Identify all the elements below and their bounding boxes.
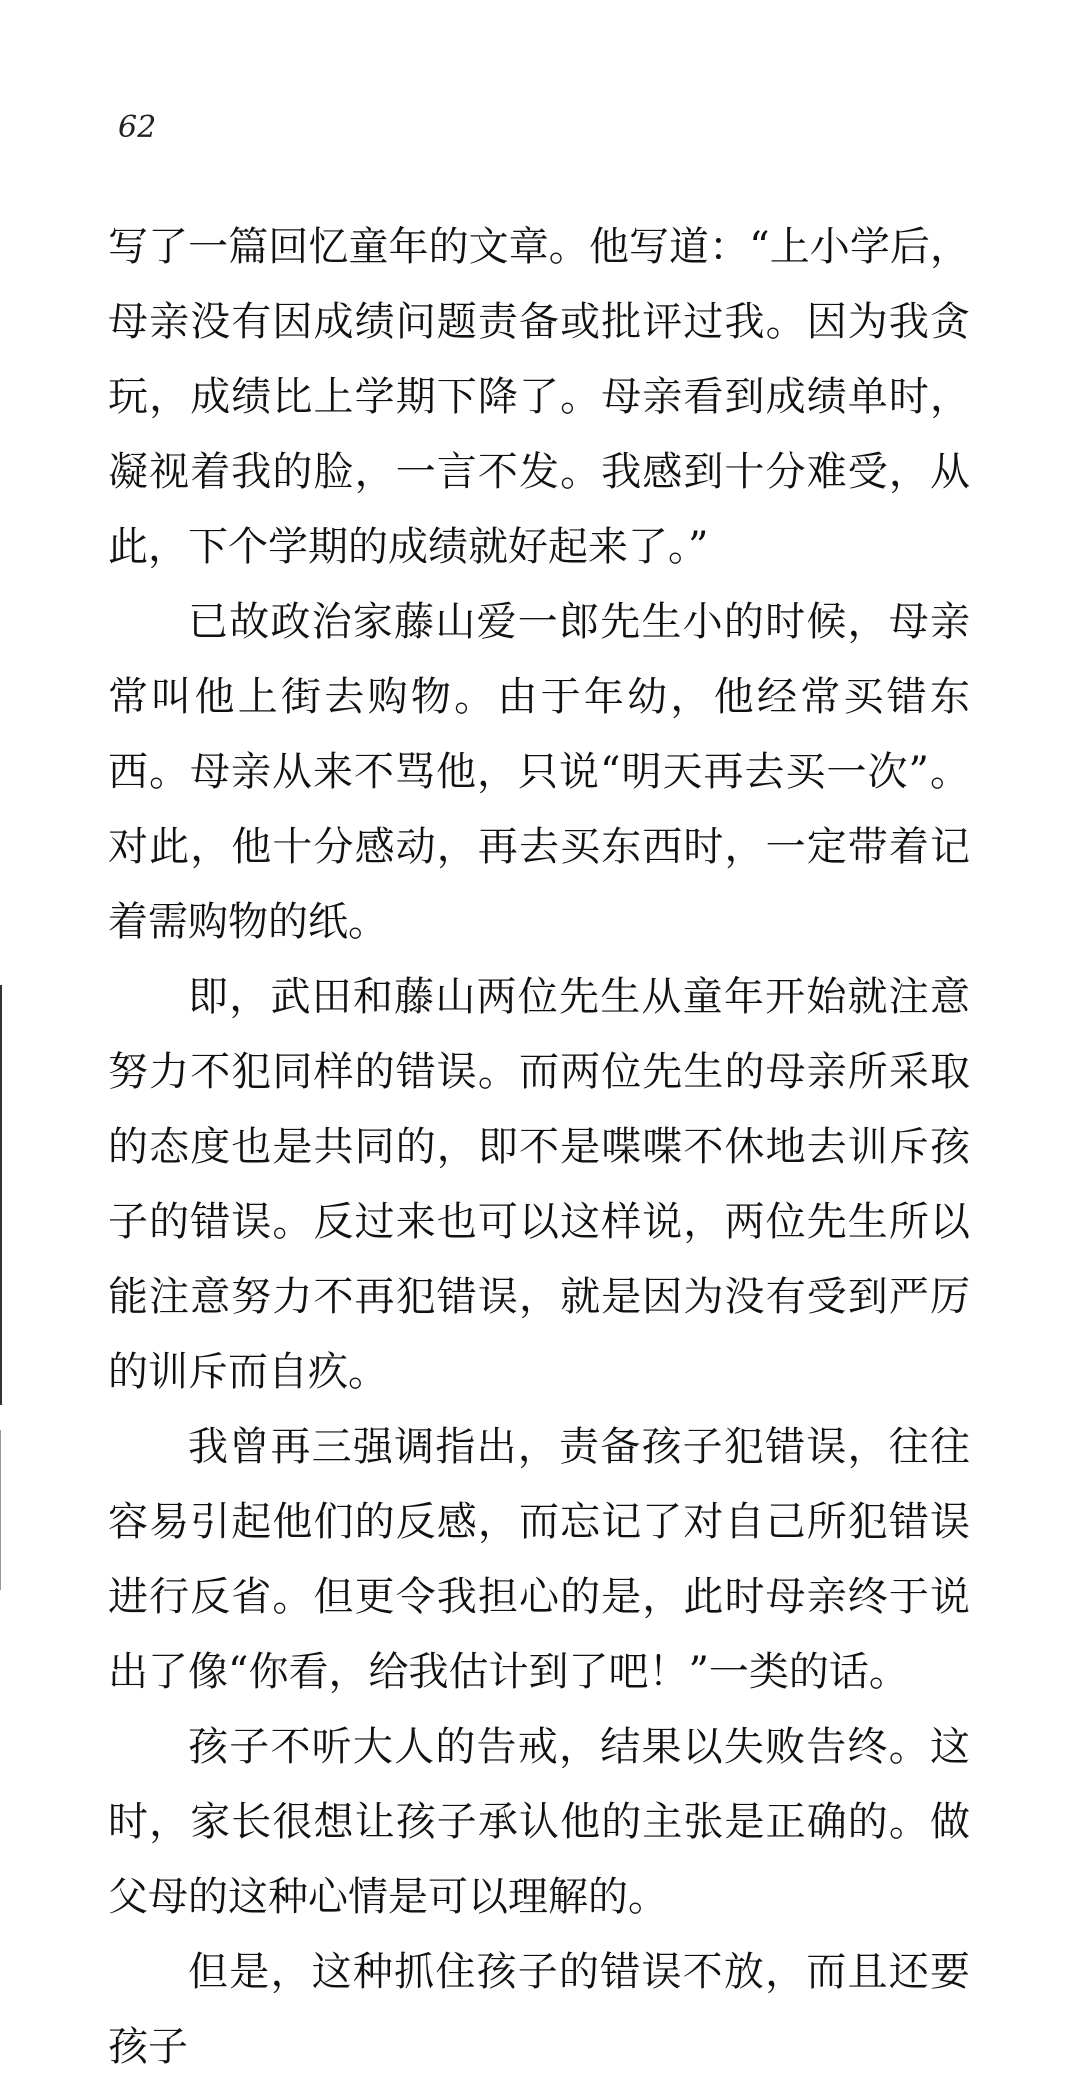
paragraph-3: 即，武田和藤山两位先生从童年开始就注意努力不犯同样的错误。而两位先生的母亲所采取的态度也是共同的，即不是喋喋不休地去训斥孩子的错误。反过来也可以这样说，两位先生所以能注意努力不再犯错误，就是因为没有受到严厉的训斥而自疚。 xyxy=(108,974,970,1395)
scan-edge-line-faint xyxy=(0,1430,1,1590)
page-number: 62 xyxy=(118,110,157,145)
paragraph-6: 但是，这种抓住孩子的错误不放，而且还要孩子 xyxy=(108,1949,970,2070)
paragraph-5: 孩子不听大人的告戒，结果以失败告终。这时，家长很想让孩子承认他的主张是正确的。做父母的这种心情是可以理解的。 xyxy=(108,1724,970,1920)
paragraph-2: 已故政治家藤山爱一郎先生小的时候，母亲常叫他上街去购物。由于年幼，他经常买错东西。母亲从来不骂他，只说“明天再去买一次”。对此，他十分感动，再去买东西时，一定带着记着需购物的纸。 xyxy=(108,599,970,945)
body-text xyxy=(108,210,970,2085)
paragraph-1: 写了一篇回忆童年的文章。他写道：“上小学后，母亲没有因成绩问题责备或批评过我。因为我贪玩，成绩比上学期下降了。母亲看到成绩单时，凝视着我的脸，一言不发。我感到十分难受，从此，下个学期的成绩就好起来了。” xyxy=(108,224,970,570)
paragraph-4: 我曾再三强调指出，责备孩子犯错误，往往容易引起他们的反感，而忘记了对自己所犯错误进行反省。但更令我担心的是，此时母亲终于说出了像“你看，给我估计到了吧！”一类的话。 xyxy=(108,1424,970,1695)
scan-edge-line xyxy=(0,985,2,1405)
